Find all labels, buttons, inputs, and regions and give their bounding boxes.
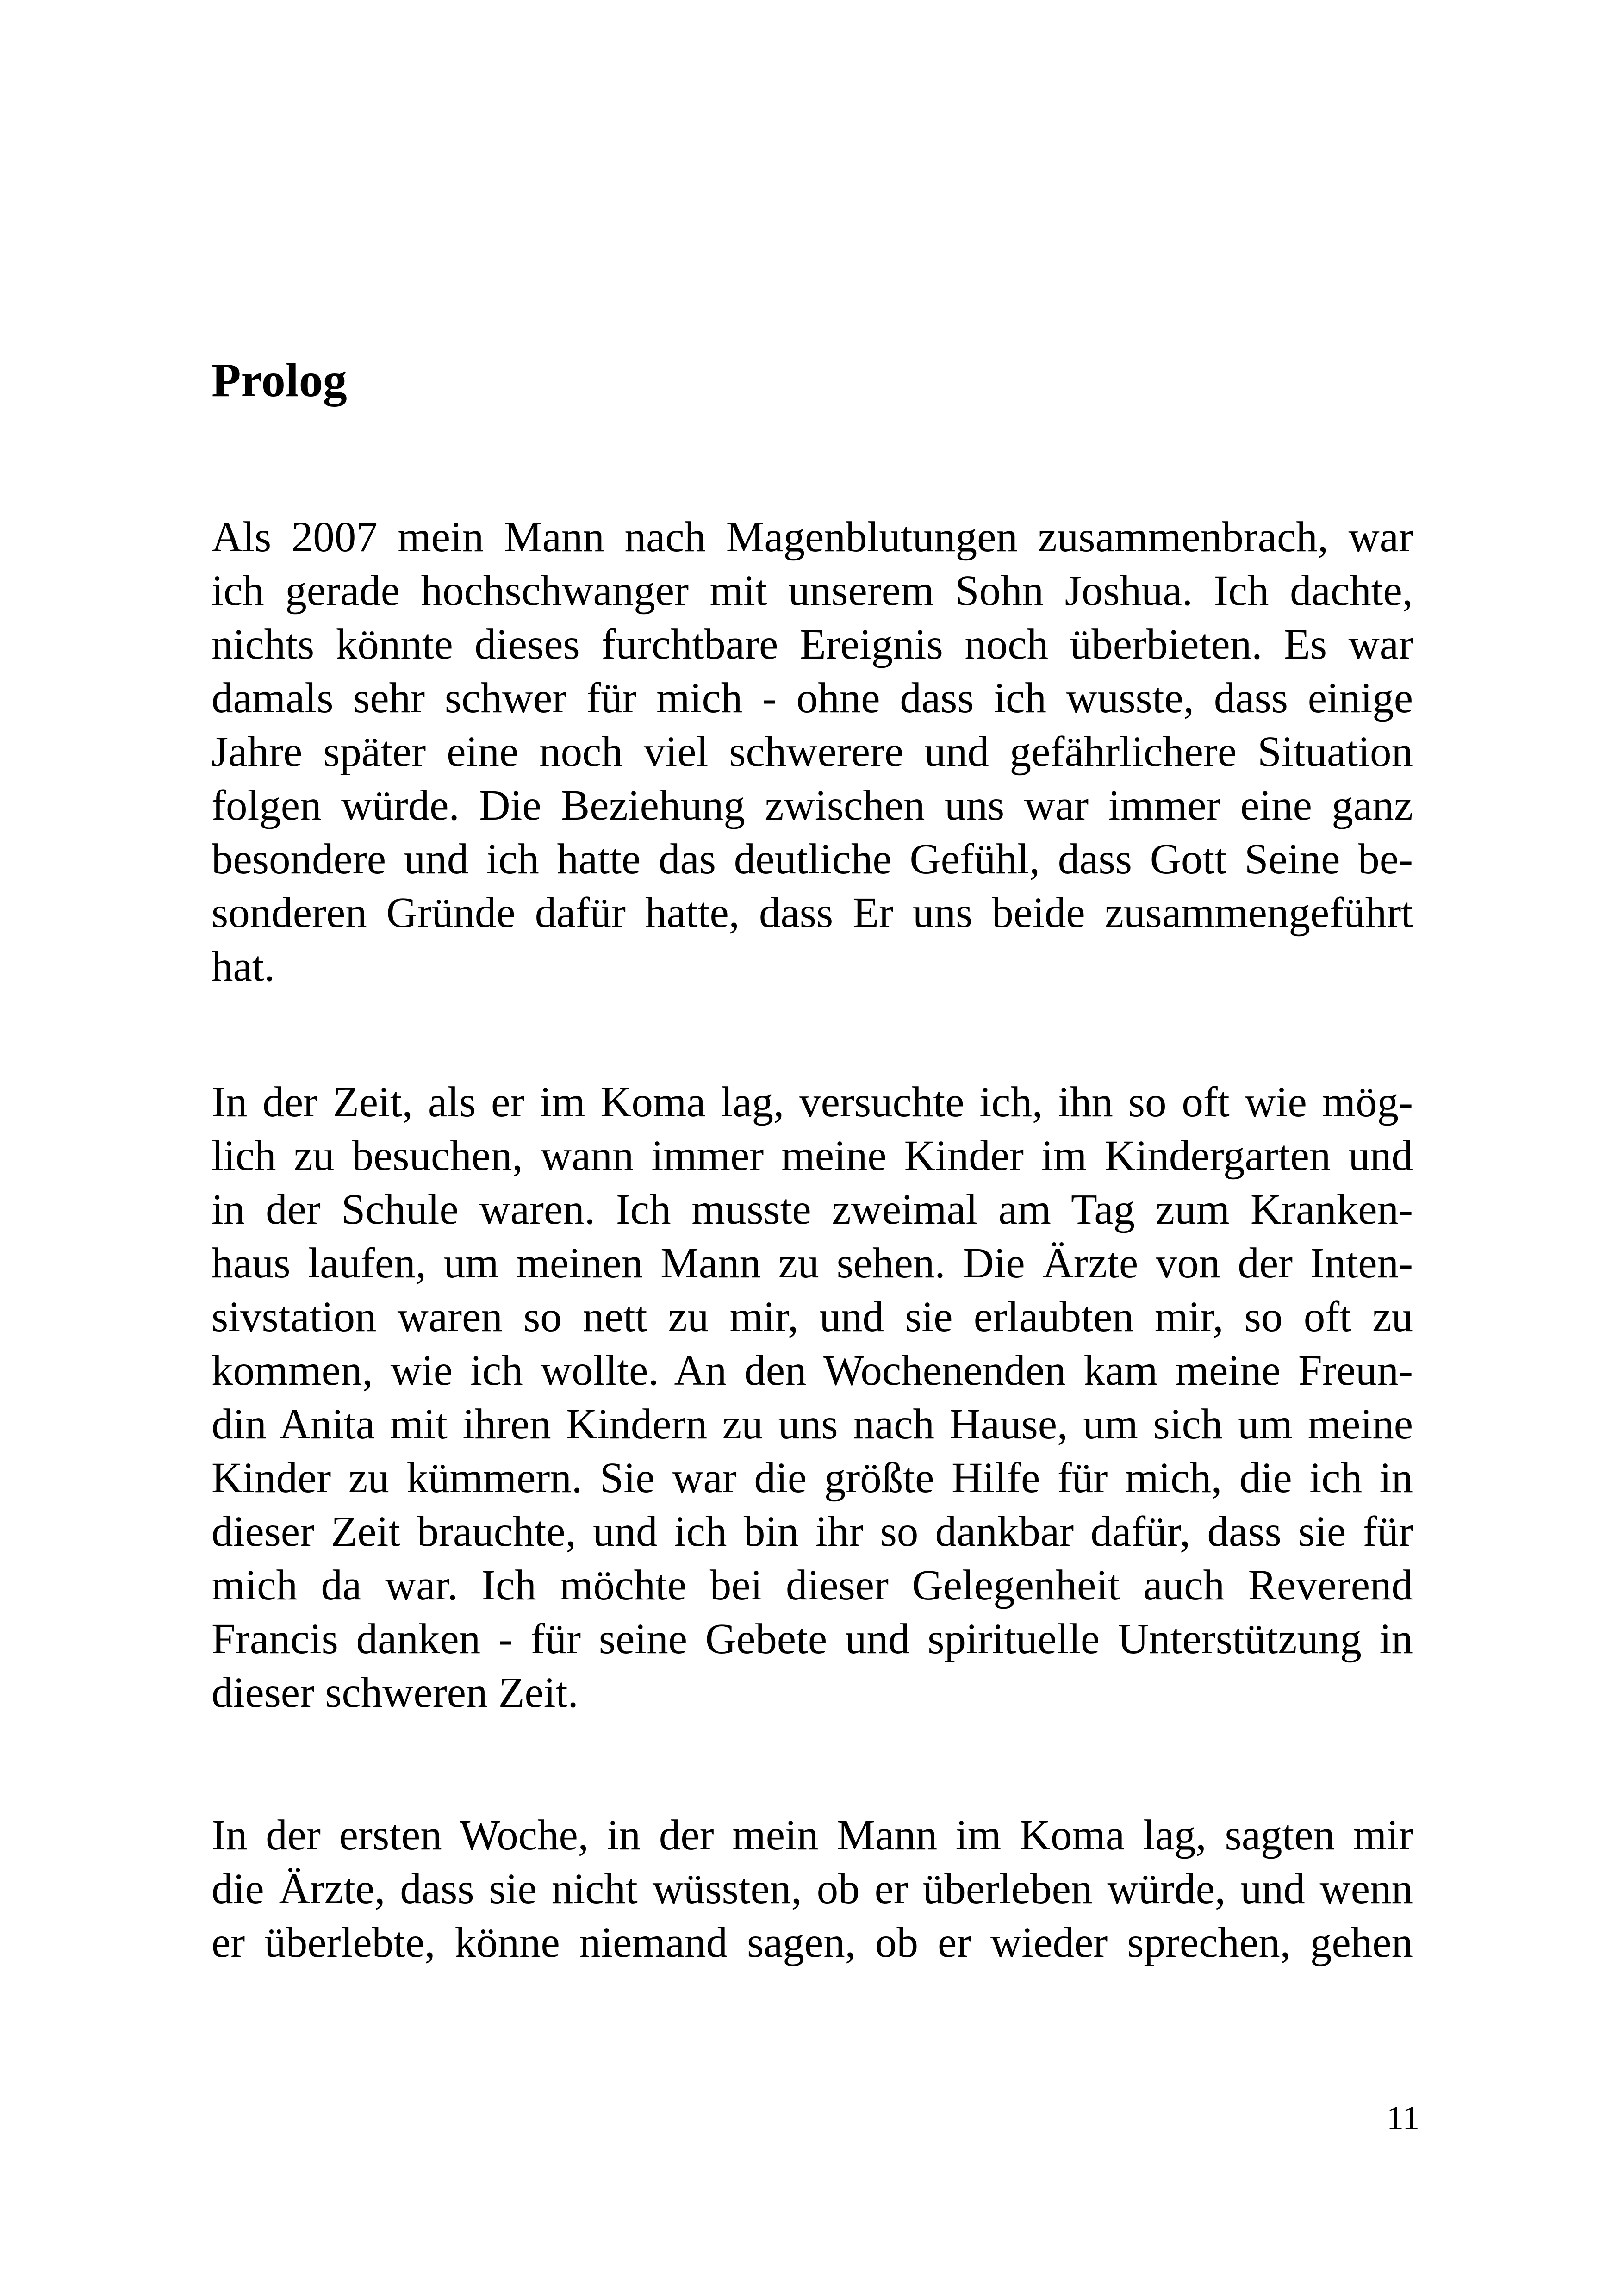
text-line: folgen würde. Die Beziehung zwischen uns war immer eine ganz [212, 782, 1413, 829]
text-line: besondere und ich hatte das deutliche Gefühl, dass Gott Seine be- [212, 835, 1413, 883]
text-line: mich da war. Ich möchte bei dieser Gelegenheit auch Reverend [212, 1562, 1413, 1609]
text-line: Kinder zu kümmern. Sie war die größte Hilfe für mich, die ich in [212, 1454, 1413, 1502]
text-line: In der Zeit, als er im Koma lag, versuchte ich, ihn so oft wie mög- [212, 1078, 1413, 1126]
text-line: ich gerade hochschwanger mit unserem Sohn Joshua. Ich dachte, [212, 567, 1413, 615]
text-line: Als 2007 mein Mann nach Magenblutungen zusammenbrach, war [212, 513, 1413, 561]
text-line: er überlebte, könne niemand sagen, ob er wieder sprechen, gehen [212, 1919, 1413, 1966]
text-line: kommen, wie ich wollte. An den Wochenenden kam meine Freun- [212, 1347, 1413, 1394]
text-line: din Anita mit ihren Kindern zu uns nach Hause, um sich um meine [212, 1400, 1413, 1448]
chapter-heading: Prolog [212, 354, 347, 407]
paragraph-3 [212, 1809, 1413, 1970]
text-line: sonderen Gründe dafür hatte, dass Er uns beide zusammengeführt [212, 889, 1413, 937]
text-line: lich zu besuchen, wann immer meine Kinder im Kindergarten und [212, 1132, 1413, 1180]
text-line: in der Schule waren. Ich musste zweimal am Tag zum Kranken- [212, 1186, 1413, 1233]
text-line: hat. [212, 943, 275, 990]
text-line: sivstation waren so nett zu mir, und sie erlaubten mir, so oft zu [212, 1293, 1413, 1341]
text-line: Jahre später eine noch viel schwerere und gefährlichere Situation [212, 728, 1413, 776]
text-line: In der ersten Woche, in der mein Mann im Koma lag, sagten mir [212, 1811, 1413, 1859]
text-line: haus laufen, um meinen Mann zu sehen. Die Ärzte von der Inten- [212, 1239, 1413, 1287]
text-line: Francis danken - für seine Gebete und spirituelle Unterstützung in [212, 1615, 1413, 1663]
page-number: 11 [1387, 2099, 1420, 2137]
text-line: dieser Zeit brauchte, und ich bin ihr so dankbar dafür, dass sie für [212, 1508, 1413, 1556]
text-line: nichts könnte dieses furchtbare Ereignis noch überbieten. Es war [212, 621, 1413, 668]
text-line: damals sehr schwer für mich - ohne dass ich wusste, dass einige [212, 674, 1413, 722]
paragraph-2 [212, 1076, 1413, 1720]
text-line: die Ärzte, dass sie nicht wüssten, ob er überleben würde, und wenn [212, 1865, 1413, 1913]
paragraph-1 [212, 510, 1413, 994]
text-line: dieser schweren Zeit. [212, 1669, 579, 1717]
